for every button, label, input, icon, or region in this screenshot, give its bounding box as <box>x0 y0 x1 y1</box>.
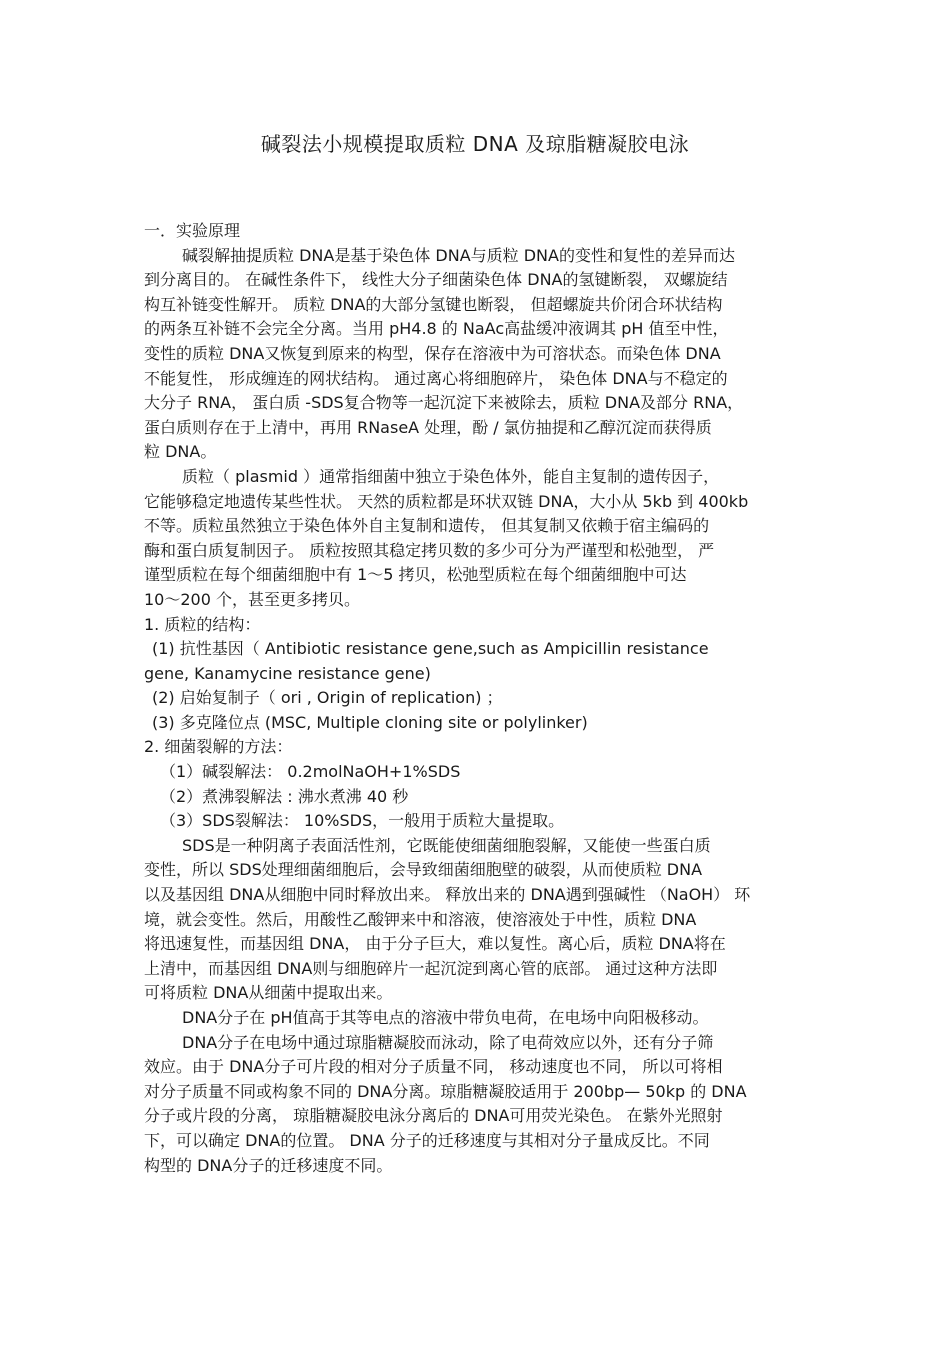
paragraph-line: 下，可以确定 DNA的位置。 DNA 分子的迁移速度与其相对分子量成反比。不同 <box>144 1130 710 1150</box>
list-item: （3）SDS裂解法： 10%SDS，一般用于质粒大量提取。 <box>160 811 565 831</box>
paragraph-line: 的两条互补链不会完全分离。当用 pH4.8 的 NaAc高盐缓冲液调其 pH 值至中性， <box>144 319 729 339</box>
paragraph-line: 它能够稳定地遗传某些性状。 天然的质粒都是环状双链 DNA，大小从 5kb 到 400kb <box>144 491 749 511</box>
paragraph-line: 谨型质粒在每个细菌细胞中有 1～5 拷贝，松弛型质粒在每个细菌细胞中可达 <box>144 565 687 585</box>
paragraph-line: 粒 DNA。 <box>144 442 217 462</box>
paragraph-line: DNA分子在 pH值高于其等电点的溶液中带负电荷，在电场中向阳极移动。 <box>182 1008 709 1027</box>
paragraph-line: 分子或片段的分离， 琼脂糖凝胶电泳分离后的 DNA可用荧光染色。 在紫外光照射 <box>144 1106 723 1126</box>
list-item: (3) 多克隆位点 (MSC, Multiple cloning site or polylinker) <box>152 712 588 732</box>
paragraph-line: 10～200 个，甚至更多拷贝。 <box>144 589 360 609</box>
paragraph-line: 将迅速复性，而基因组 DNA， 由于分子巨大，难以复性。离心后，质粒 DNA将在 <box>144 934 726 954</box>
paragraph-line: 上清中，而基因组 DNA则与细胞碎片一起沉淀到离心管的底部。 通过这种方法即 <box>144 958 718 978</box>
paragraph-line: 可将质粒 DNA从细菌中提取出来。 <box>144 983 393 1003</box>
paragraph-line: 大分子 RNA， 蛋白质 -SDS复合物等一起沉淀下来被除去，质粒 DNA及部分 RNA， <box>144 393 744 413</box>
paragraph-line: 不等。质粒虽然独立于染色体外自主复制和遗传， 但其复制又依赖于宿主编码的 <box>144 516 710 536</box>
list-item-continuation: gene, Kanamycine resistance gene) <box>144 663 431 683</box>
paragraph-line: SDS是一种阴离子表面活性剂，它既能使细菌细胞裂解，又能使一些蛋白质 <box>182 835 711 855</box>
page-title: 碱裂法小规模提取质粒 DNA 及琼脂糖凝胶电泳 <box>260 132 690 156</box>
list-heading: 1. 质粒的结构： <box>144 614 261 634</box>
paragraph-line: 质粒（ plasmid ）通常指细菌中独立于染色体外，能自主复制的遗传因子， <box>182 466 720 486</box>
list-item: (2) 启始复制子（ ori , Origin of replication) ； <box>152 688 503 708</box>
paragraph-line: 境，就会变性。然后，用酸性乙酸钾来中和溶液，使溶液处于中性，质粒 DNA <box>144 909 697 929</box>
paragraph-line: DNA分子在电场中通过琼脂糖凝胶而泳动，除了电荷效应以外，还有分子筛 <box>182 1032 714 1052</box>
paragraph-line: 酶和蛋白质复制因子。 质粒按照其稳定拷贝数的多少可分为严谨型和松弛型， 严 <box>144 540 715 560</box>
section-heading: 一．实验原理 <box>144 221 241 240</box>
paragraph-line: 效应。由于 DNA分子可片段的相对分子质量不同， 移动速度也不同， 所以可将相 <box>144 1057 723 1077</box>
list-item: (1) 抗性基因（ Antibiotic resistance gene,such as Ampicillin resistance <box>152 639 709 659</box>
paragraph-line: 到分离目的。 在碱性条件下， 线性大分子细菌染色体 DNA的氢键断裂， 双螺旋结 <box>144 270 728 290</box>
paragraph-line: 蛋白质则存在于上清中，再用 RNaseA 处理，酚 / 氯仿抽提和乙醇沉淀而获得质 <box>144 417 712 437</box>
paragraph-line: 变性的质粒 DNA又恢复到原来的构型，保存在溶液中为可溶状态。而染色体 DNA <box>144 343 721 363</box>
paragraph-line: 以及基因组 DNA从细胞中同时释放出来。 释放出来的 DNA遇到强碱性 （NaOH） 环 <box>144 885 751 905</box>
paragraph-line: 构互补链变性解开。 质粒 DNA的大部分氢键也断裂， 但超螺旋共价闭合环状结构 <box>144 294 723 314</box>
paragraph-line: 对分子质量不同或构象不同的 DNA分离。琼脂糖凝胶适用于 200bp— 50kp 的 DNA <box>144 1081 747 1101</box>
document-body <box>144 219 824 1178</box>
list-heading: 2. 细菌裂解的方法： <box>144 737 293 757</box>
paragraph-line: 变性，所以 SDS处理细菌细胞后，会导致细菌细胞壁的破裂，从而使质粒 DNA <box>144 860 703 880</box>
paragraph-line: 构型的 DNA分子的迁移速度不同。 <box>144 1155 393 1175</box>
paragraph-line: 碱裂解抽提质粒 DNA是基于染色体 DNA与质粒 DNA的变性和复性的差异而达 <box>182 245 735 265</box>
list-item: （2）煮沸裂解法 : 沸水煮沸 40 秒 <box>160 786 409 806</box>
paragraph-line: 不能复性， 形成缠连的网状结构。 通过离心将细胞碎片， 染色体 DNA与不稳定的 <box>144 368 728 388</box>
list-item: （1）碱裂解法： 0.2molNaOH+1%SDS <box>160 762 461 782</box>
